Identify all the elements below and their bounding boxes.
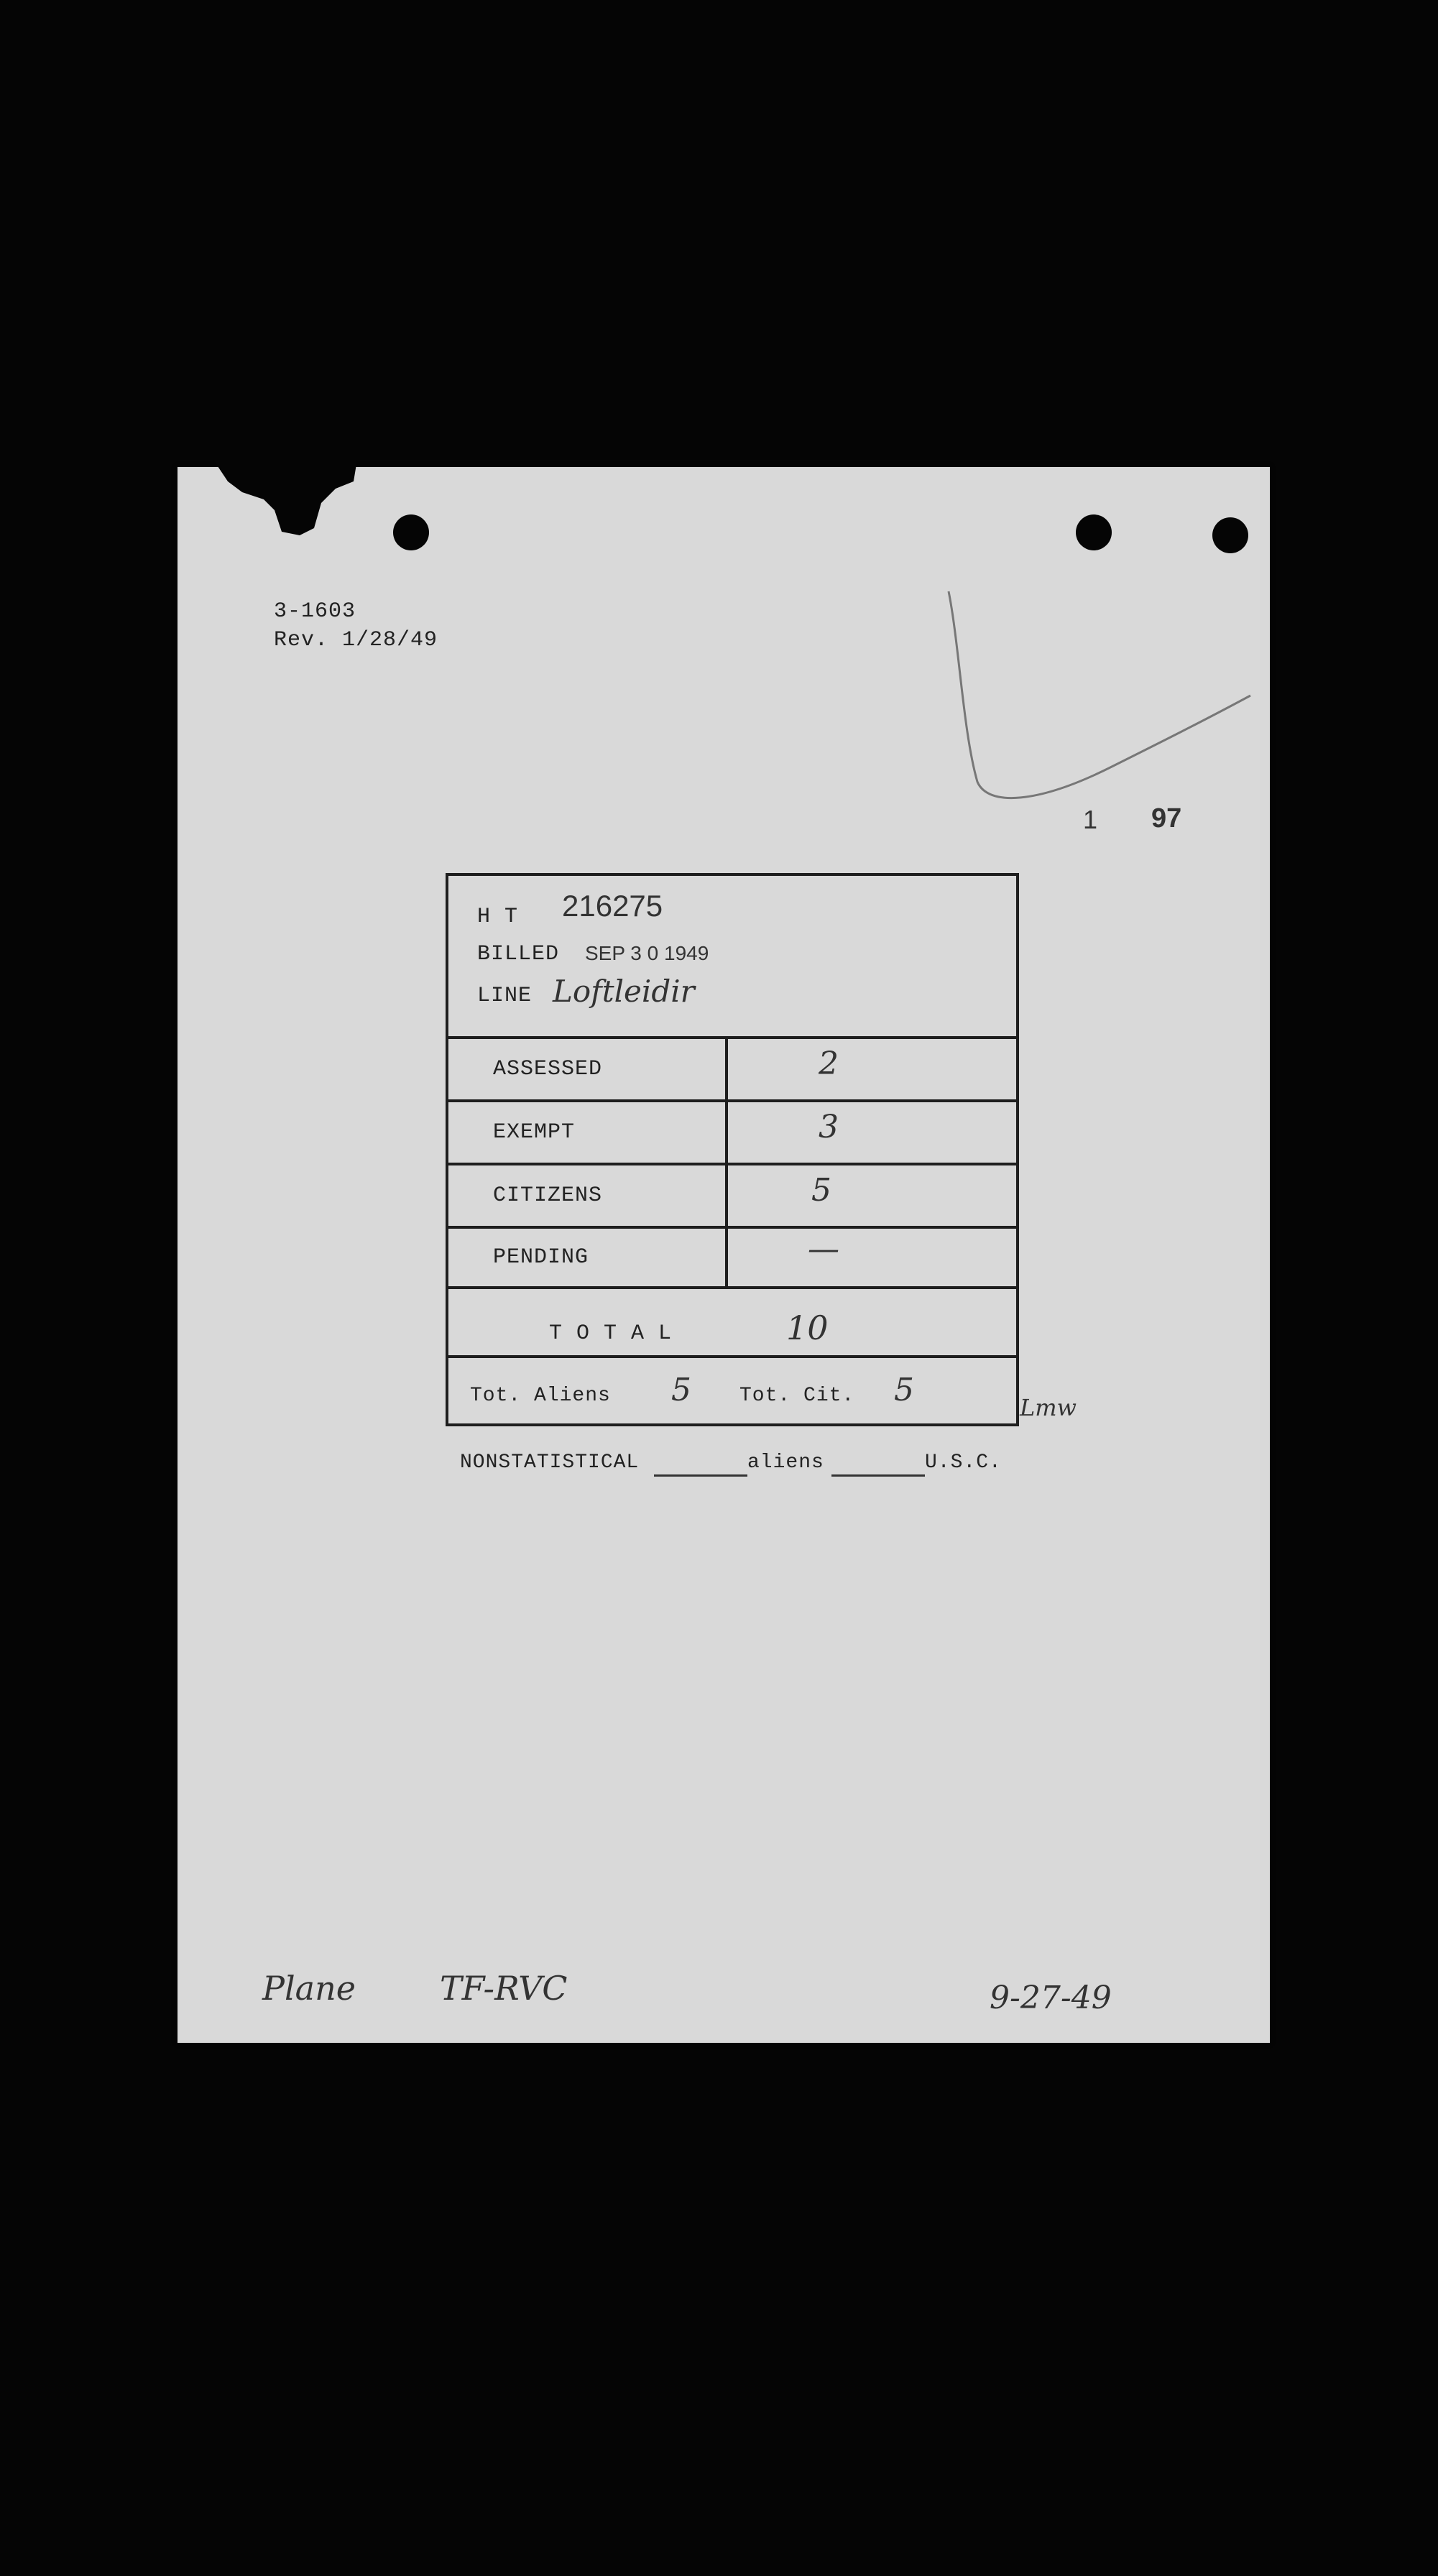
divider: [448, 1286, 1016, 1289]
tot-aliens-label: Tot. Aliens: [470, 1385, 611, 1407]
total-value: 10: [786, 1308, 829, 1347]
plane-registration: TF-RVC: [440, 1969, 568, 2008]
torn-corner: [213, 460, 357, 546]
usc-label: U.S.C.: [925, 1451, 1002, 1474]
divider: [448, 1355, 1016, 1358]
initials: Lmw: [1020, 1394, 1077, 1421]
form-number: 3-1603: [274, 599, 356, 624]
divider: [448, 1163, 1016, 1165]
tot-aliens-value: 5: [671, 1372, 691, 1408]
billed-date-stamp: SEP 3 0 1949: [585, 942, 709, 964]
punch-hole-right-2: [1212, 517, 1248, 553]
page-mark-left: 1: [1083, 805, 1098, 834]
punch-hole-left: [393, 514, 429, 550]
nonstatistical-blank-1: [654, 1474, 747, 1477]
row-label-citizens: CITIZENS: [493, 1183, 603, 1208]
plane-label: Plane: [262, 1969, 356, 2008]
line-value: Loftleidir: [553, 974, 695, 1009]
row-label-pending: PENDING: [493, 1245, 589, 1270]
tally-form: [446, 873, 1019, 1426]
tot-cit-label: Tot. Cit.: [739, 1385, 855, 1407]
page-mark-right: 97: [1151, 803, 1182, 834]
divider: [448, 1099, 1016, 1102]
form-revision: Rev. 1/28/49: [274, 628, 438, 652]
ht-label: H T: [477, 905, 519, 929]
punch-hole-right-1: [1076, 514, 1112, 550]
column-divider: [725, 1036, 728, 1286]
nonstatistical-blank-2: [831, 1474, 925, 1477]
divider: [448, 1226, 1016, 1229]
ht-number: 216275: [562, 889, 663, 923]
aliens-label: aliens: [747, 1451, 824, 1474]
row-label-assessed: ASSESSED: [493, 1057, 603, 1081]
handwritten-date: 9-27-49: [990, 1980, 1112, 2016]
document-page: [178, 467, 1270, 2043]
row-value-citizens: 5: [811, 1172, 831, 1209]
divider: [448, 1036, 1016, 1039]
row-label-exempt: EXEMPT: [493, 1120, 576, 1145]
row-value-exempt: 3: [819, 1109, 839, 1145]
pencil-mark: [945, 588, 1254, 811]
billed-label: BILLED: [477, 942, 560, 966]
nonstatistical-label: NONSTATISTICAL: [460, 1451, 640, 1474]
total-label: T O T A L: [549, 1321, 673, 1346]
row-value-assessed: 2: [819, 1045, 839, 1082]
tot-cit-value: 5: [894, 1372, 914, 1408]
line-label: LINE: [477, 984, 533, 1008]
row-value-pending: —: [808, 1231, 839, 1268]
